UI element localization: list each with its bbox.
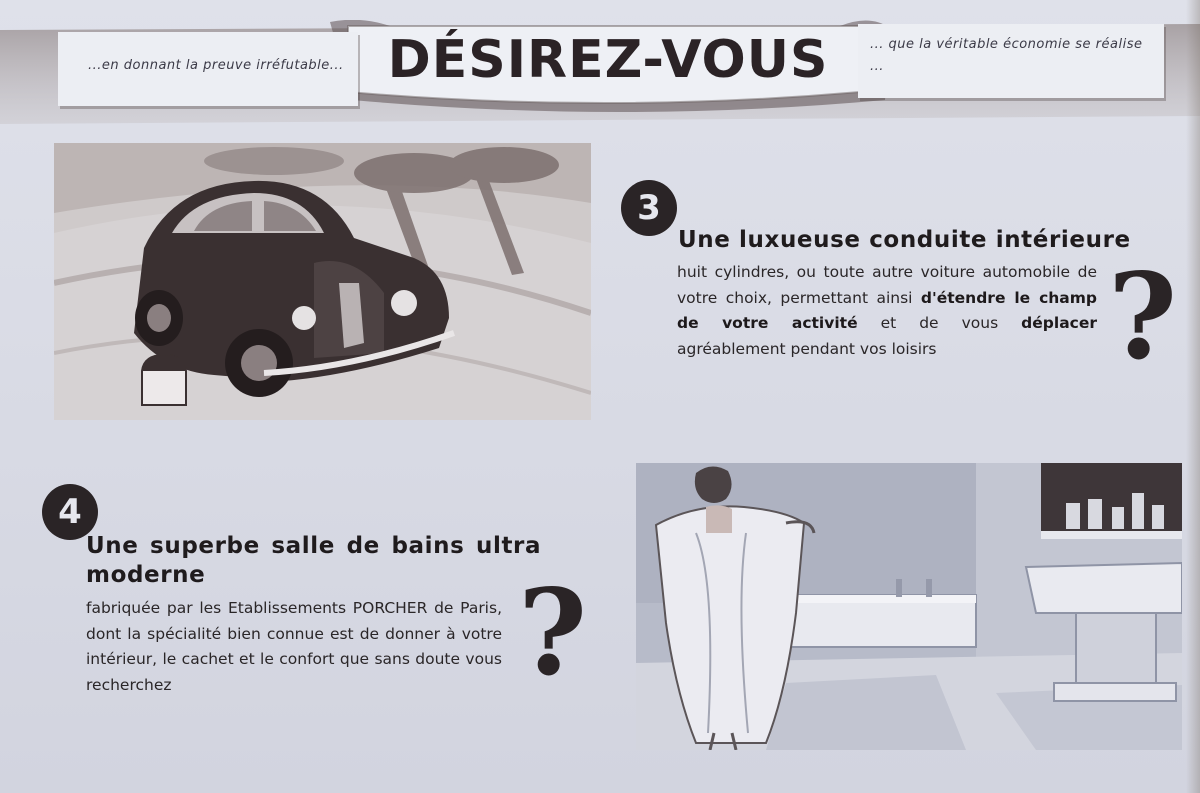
bathroom-icon bbox=[636, 463, 1182, 750]
section-4-number-badge: 4 bbox=[42, 484, 98, 540]
right-caption: ... que la véritable économie se réalise ... bbox=[870, 37, 1143, 74]
section-3-heading: Une luxueuse conduite intérieure bbox=[678, 227, 1131, 253]
left-caption: ...en donnant la preuve irréfutable... bbox=[88, 58, 344, 73]
page-edge-shadow bbox=[1186, 0, 1200, 793]
section-4-heading: Une superbe salle de bains ultra moderne bbox=[86, 533, 542, 588]
section-3-number-badge: 3 bbox=[621, 180, 677, 236]
car-illustration bbox=[54, 143, 591, 420]
left-caption-box bbox=[58, 32, 358, 106]
section-3-body-part1: huit cylindres, ou toute autre voiture automobile de votre choix, permettant ainsi bbox=[677, 263, 1097, 307]
right-caption-box bbox=[858, 24, 1164, 98]
section-3-body-bold1: d'étendre le champ de votre activité bbox=[677, 288, 1098, 332]
section-3-question-mark: ? bbox=[1108, 247, 1178, 386]
section-3-body-part3: agréablement pendant vos loisirs bbox=[677, 339, 937, 358]
section-3-body-bold2: déplacer bbox=[1021, 314, 1097, 332]
page-title: DÉSIREZ-VOUS bbox=[387, 30, 829, 90]
section-4-body: fabriquée par les Etablissements PORCHER de Paris, dont la spécialité bien connue est de donner à votre intérieur, le cachet et le confort que sans doute vous recherchez bbox=[86, 599, 502, 694]
section-4-question-mark: ? bbox=[518, 563, 588, 702]
section-3-body bbox=[677, 260, 1097, 362]
title-ribbon bbox=[352, 14, 864, 112]
bathroom-illustration bbox=[636, 463, 1182, 750]
car-icon bbox=[54, 143, 591, 420]
section-3-body-part2: et de vous bbox=[857, 314, 1022, 332]
